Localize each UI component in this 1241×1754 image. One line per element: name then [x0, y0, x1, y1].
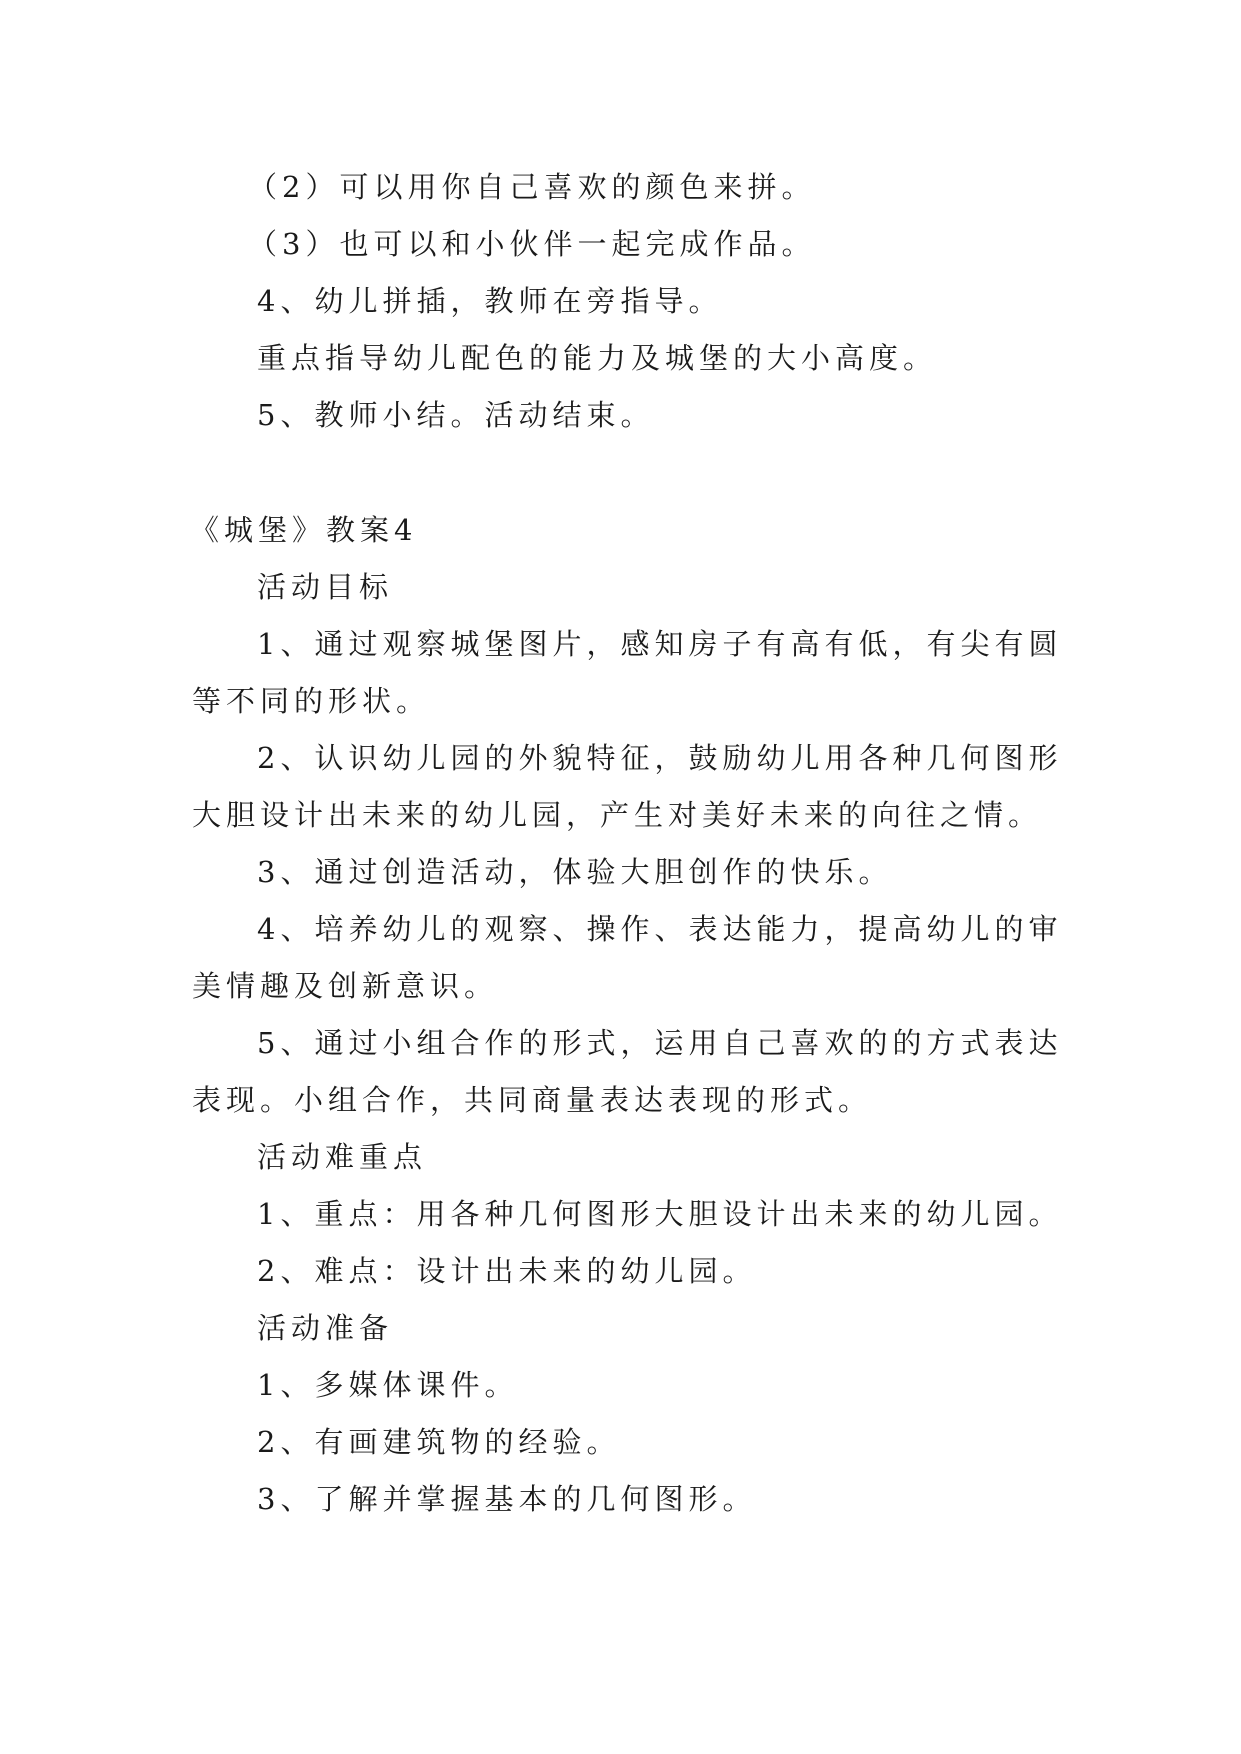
text-line: 1、多媒体课件。 — [257, 1368, 519, 1402]
text-line: 表现。小组合作，共同商量表达表现的形式。 — [192, 1083, 873, 1117]
text-line: 大胆设计出未来的幼儿园，产生对美好未来的向往之情。 — [192, 798, 1043, 832]
section-heading: 活动准备 — [257, 1311, 394, 1345]
text-line: 3、了解并掌握基本的几何图形。 — [257, 1482, 757, 1516]
text-line: 1、重点：用各种几何图形大胆设计出未来的幼儿园。 — [257, 1197, 1063, 1231]
text-line: 等不同的形状。 — [192, 684, 431, 718]
section-heading: 活动目标 — [257, 570, 394, 604]
text-line: 2、有画建筑物的经验。 — [257, 1425, 621, 1459]
text-line: 重点指导幼儿配色的能力及城堡的大小高度。 — [257, 341, 938, 375]
text-line: 2、认识幼儿园的外貌特征，鼓励幼儿用各种几何图形 — [257, 741, 1063, 775]
text-line: 4、培养幼儿的观察、操作、表达能力，提高幼儿的审 — [257, 912, 1063, 946]
text-line: 3、通过创造活动，体验大胆创作的快乐。 — [257, 855, 893, 889]
section-heading: 活动难重点 — [257, 1140, 428, 1174]
text-line: （2）可以用你自己喜欢的颜色来拼。 — [248, 170, 816, 204]
text-line: 美情趣及创新意识。 — [192, 969, 499, 1003]
section-title: 《城堡》教案4 — [190, 513, 418, 547]
text-line: 4、幼儿拼插，教师在旁指导。 — [257, 284, 723, 318]
text-line: 5、教师小结。活动结束。 — [257, 398, 655, 432]
text-line: 2、难点：设计出未来的幼儿园。 — [257, 1254, 757, 1288]
text-line: 1、通过观察城堡图片，感知房子有高有低，有尖有圆 — [257, 627, 1063, 661]
text-line: 5、通过小组合作的形式，运用自己喜欢的的方式表达 — [257, 1026, 1063, 1060]
text-line: （3）也可以和小伙伴一起完成作品。 — [248, 227, 816, 261]
